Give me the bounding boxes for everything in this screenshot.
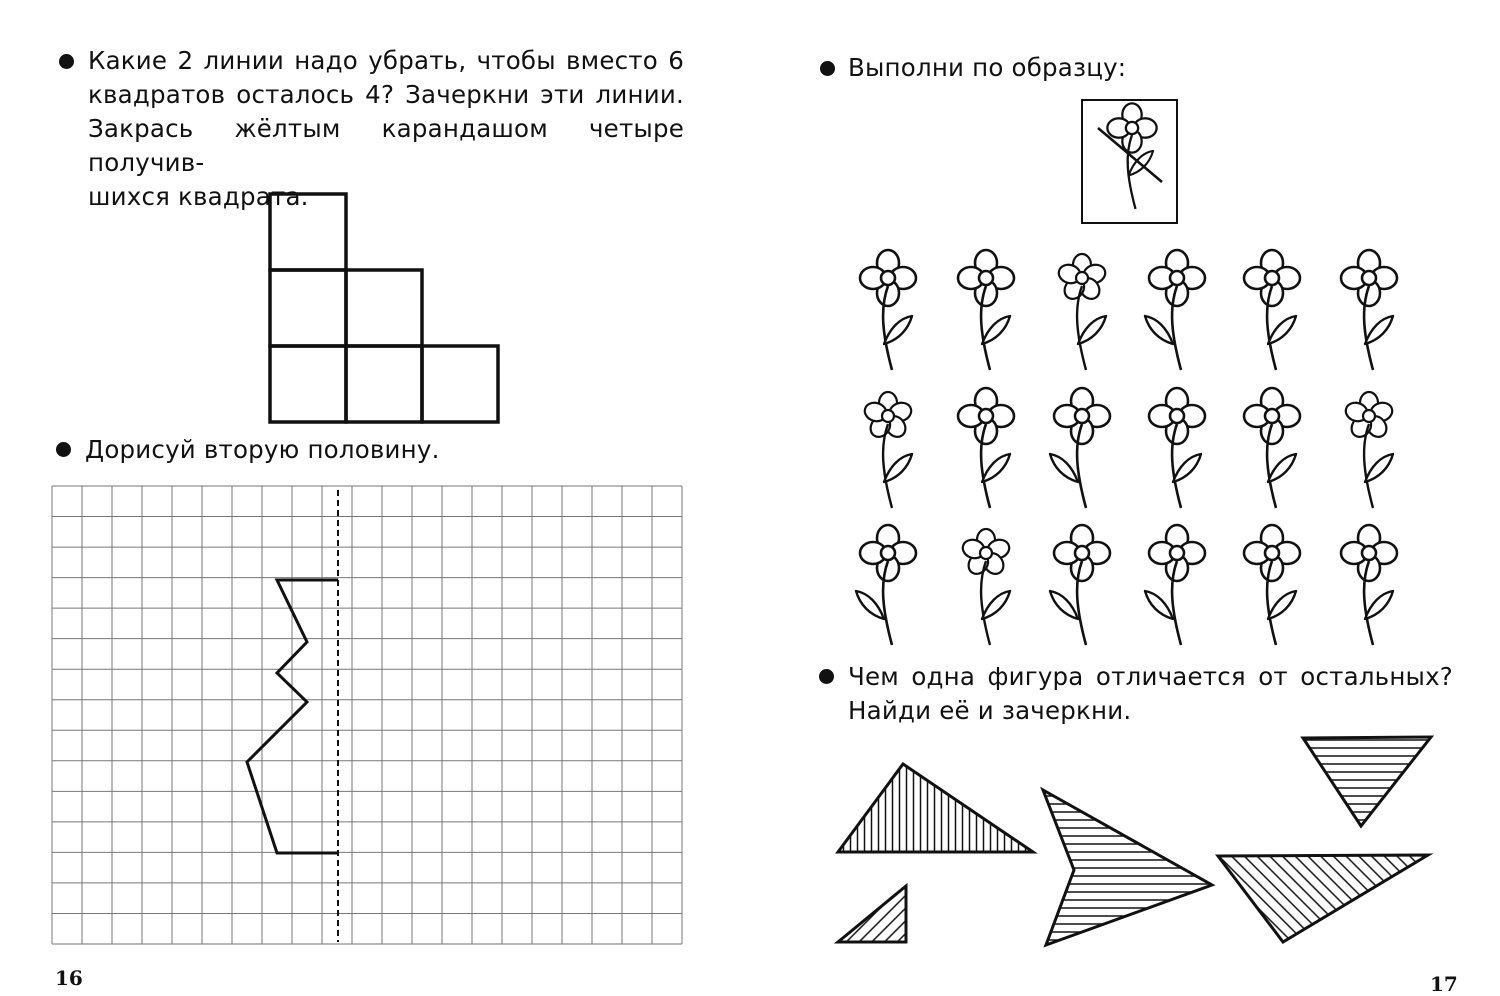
triangle-vertical-hatch [838, 764, 1033, 852]
task1-line-2: квадратов осталось 4? Зачеркни эти линии. [88, 80, 684, 109]
task1-line-1: Какие 2 линии надо убрать, чтобы вместо 6 [88, 46, 684, 75]
task2-text: Дорисуй вторую половину. [85, 435, 440, 464]
triangle-small [838, 886, 906, 942]
triangle-bottom-right [1218, 855, 1428, 942]
page-number-left: 16 [55, 966, 83, 990]
task4-line-1: Чем одна фигура отличается от остальных? [848, 662, 1453, 691]
task4-line-2: Найди её и зачеркни. [848, 696, 1132, 725]
task1-line-4: шихся квадрата. [88, 182, 309, 211]
triangle-top-right [1303, 737, 1431, 826]
arrow-horizontal-hatch [1043, 790, 1212, 945]
task1-line-3: Закрась жёлтым карандашом четыре получив- [88, 114, 684, 177]
page-number-right: 17 [1430, 972, 1458, 996]
task3-text: Выполни по образцу: [848, 53, 1127, 82]
